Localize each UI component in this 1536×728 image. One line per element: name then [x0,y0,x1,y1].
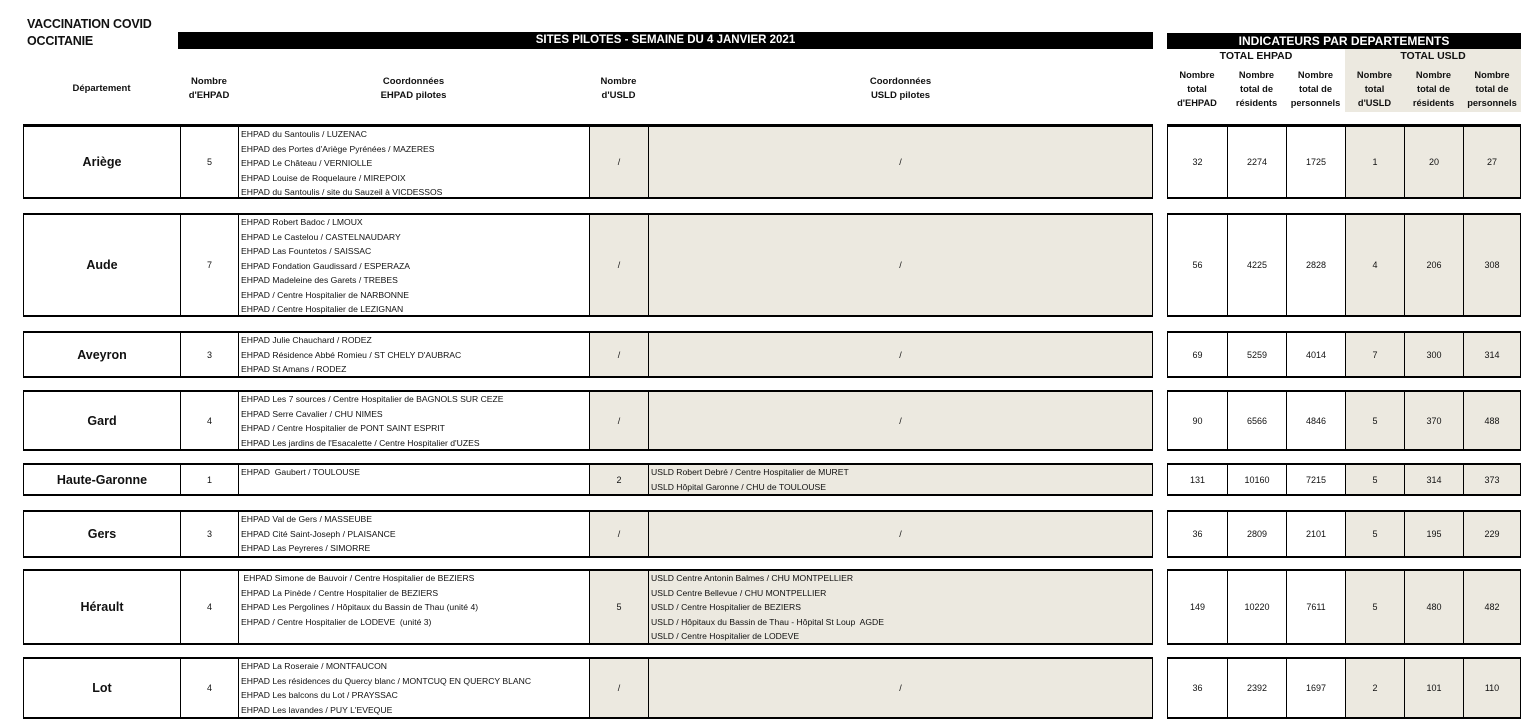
nb-ehpad-cell [180,510,238,558]
ehpad-list-item: EHPAD du Santoulis / LUZENAC [241,129,367,139]
table-row [0,510,1536,558]
indicator-cell [1167,331,1227,378]
department-name: Aveyron [77,347,127,362]
ehpad-list-item: EHPAD Madeleine des Garets / TREBES [241,275,398,285]
nb-usld-value: / [617,349,621,360]
indicator-cell [1463,331,1521,378]
indicator-cell [1345,125,1404,199]
nb-ehpad-cell [180,463,238,496]
department-name: Gers [87,527,117,541]
indicator-cell [1345,331,1404,378]
nb-ehpad-value: 7 [206,260,212,270]
department-cell [23,569,180,645]
usld-list-item: USLD Hôpital Garonne / CHU de TOULOUSE [651,481,826,492]
header-line: Nombre [1297,70,1334,80]
ehpad-list-item: EHPAD Résidence Abbé Romieu / ST CHELY D'AUBRAC [241,349,462,360]
indicator-cell [1404,125,1463,199]
ehpad-list-item: EHPAD Louise de Roquelaure / MIREPOIX [241,172,406,183]
ehpad-list-cell [238,331,589,378]
indicator-cell [1463,125,1521,199]
indicator-value: 101 [1426,683,1442,693]
nb-ehpad-cell [180,331,238,378]
indicator-value: 7 [1372,349,1378,360]
row-border [23,376,1153,378]
nb-ehpad-value: 4 [206,683,212,693]
indicator-cell [1404,569,1463,645]
indicator-cell [1227,463,1286,496]
nb-usld-value: / [617,157,621,167]
indicator-value: 1 [1372,157,1378,167]
usld-list-item: / [899,349,902,360]
row-border [1167,390,1521,392]
indicator-value: 5 [1372,602,1378,612]
indicator-cell [1286,569,1345,645]
nb-usld-value: / [617,529,621,539]
indicator-cell [1286,510,1345,558]
indicator-value: 10160 [1244,474,1270,485]
ehpad-list-item: EHPAD du Santoulis / site du Sauzeil à VICDESSOS [241,187,443,197]
ehpad-list-item: EHPAD / Centre Hospitalier de PONT SAINT ESPRIT [241,423,445,433]
table-row [0,390,1536,451]
indicator-cell [1404,657,1463,719]
nb-usld-cell [589,390,648,451]
usld-list-item: USLD Robert Debré / Centre Hospitalier de MURET [651,467,849,477]
usld-list-cell [648,510,1153,558]
header-line: total de [1416,84,1451,94]
row-border [23,449,1153,451]
department-cell [23,463,180,496]
header-departement-label: Département [72,83,131,94]
indicator-value: 4846 [1305,415,1327,426]
header-line: Nombre [600,76,637,87]
nb-usld-value: 5 [616,602,622,612]
indicator-cell [1463,390,1521,451]
nb-ehpad-value: 3 [206,529,212,539]
row-border [23,197,1153,199]
indicator-cell [1227,213,1286,317]
indicator-cell [1345,657,1404,719]
department-cell [23,213,180,317]
header-nb-usld [589,74,648,104]
usld-list-cell [648,213,1153,317]
row-border [23,569,1153,571]
ehpad-list-item: EHPAD / Centre Hospitalier de NARBONNE [241,289,409,300]
indicator-cell [1286,657,1345,719]
indicator-value: 10220 [1244,602,1270,612]
row-border [1167,213,1521,215]
indicator-value: 2828 [1305,260,1327,270]
title-line-1: VACCINATION COVID [27,17,152,31]
indicator-cell [1227,510,1286,558]
row-border [23,213,1153,215]
row-border [1167,494,1521,496]
row-border [23,717,1153,719]
indicator-header-5 [1463,66,1521,112]
usld-list-cell [648,569,1153,645]
indicator-value: 2392 [1246,683,1268,693]
row-border [23,315,1153,317]
indicator-value: 373 [1484,474,1500,485]
indicator-cell [1345,510,1404,558]
nb-usld-value: / [617,260,621,270]
nb-usld-value: 2 [616,474,622,485]
row-border [23,510,1153,512]
table-row [0,213,1536,317]
ehpad-list-item: EHPAD Le Château / VERNIOLLE [241,158,373,168]
row-border [23,556,1153,558]
indicator-cell [1167,390,1227,451]
header-line: Coordonnées [869,76,932,87]
row-border [23,463,1153,465]
indicator-cell [1167,463,1227,496]
header-line: Nombre [191,76,227,87]
row-border [1167,315,1521,317]
ehpad-list-item: EHPAD Las Peyreres / SIMORRE [241,543,371,553]
indicator-cell [1167,213,1227,317]
indicator-cell [1286,125,1345,199]
ehpad-list-item: EHPAD des Portes d'Ariège Pyrénées / MAZERES [241,143,435,154]
table-row [0,125,1536,199]
title-line-2: OCCITANIE [27,34,94,48]
indicator-value: 2 [1372,683,1378,693]
header-line: Coordonnées [382,76,445,87]
indicator-cell [1286,463,1345,496]
indicator-cell [1286,390,1345,451]
indicator-value: 370 [1426,415,1442,426]
indicator-value: 206 [1426,260,1442,270]
row-border [1167,510,1521,512]
table-row [0,463,1536,496]
indicator-value: 4225 [1246,260,1268,270]
ehpad-list-item: EHPAD Gaubert / TOULOUSE [241,467,360,477]
nb-usld-cell [589,463,648,496]
indicator-cell [1227,657,1286,719]
usld-list-cell [648,657,1153,719]
header-line: USLD pilotes [870,90,931,101]
indicator-cell [1167,125,1227,199]
nb-usld-cell [589,510,648,558]
indicator-cell [1463,569,1521,645]
row-border [1167,569,1521,571]
indicator-header-4 [1404,66,1463,112]
indicator-value: 27 [1486,157,1497,167]
nb-usld-cell [589,569,648,645]
row-border [23,125,1153,127]
department-name: Lot [92,681,112,695]
indicator-value: 314 [1426,474,1442,485]
document-title [27,16,152,50]
indicator-value: 69 [1192,349,1203,360]
row-border [1167,717,1521,719]
ehpad-list-cell [238,569,589,645]
total-ehpad-header: TOTAL EHPAD [1219,50,1293,62]
ehpad-list-item: EHPAD Val de Gers / MASSEUBE [241,514,373,524]
usld-list-cell [648,463,1153,496]
header-line: total [1364,84,1385,94]
indicator-value: 2274 [1246,157,1268,167]
ehpad-list-item: EHPAD Les Pergolines / Hôpitaux du Bassin de Thau (unité 4) [241,602,479,612]
table-row [0,657,1536,719]
indicator-cell [1463,510,1521,558]
indicator-value: 56 [1192,260,1203,270]
department-name: Aude [86,258,118,272]
ehpad-list-cell [238,213,589,317]
department-cell [23,390,180,451]
indicator-header-2 [1286,66,1345,112]
indicator-value: 4 [1372,260,1378,270]
total-usld-header: TOTAL USLD [1400,50,1466,62]
usld-list-item: USLD Centre Antonin Balmes / CHU MONTPELLIER [651,573,854,583]
usld-list-cell [648,331,1153,378]
row-border [1167,657,1521,659]
row-border [23,643,1153,645]
indicator-cell [1404,390,1463,451]
indicator-cell [1286,331,1345,378]
ehpad-list-cell [238,657,589,719]
table-row [0,331,1536,378]
header-line: total de [1475,84,1509,94]
nb-ehpad-cell [180,390,238,451]
header-line: Nombre [1356,70,1393,80]
usld-list-cell [648,125,1153,199]
nb-usld-cell [589,331,648,378]
indicator-value: 110 [1484,683,1500,693]
ehpad-list-item: EHPAD / Centre Hospitalier de LEZIGNAN [241,304,404,314]
indicator-value: 32 [1192,157,1203,167]
indicator-cell [1227,569,1286,645]
header-nb-ehpad [180,74,238,104]
department-cell [23,331,180,378]
indicator-cell [1404,331,1463,378]
indicator-cell [1404,510,1463,558]
row-border [1167,463,1521,465]
ehpad-list-item: EHPAD Simone de Bauvoir / Centre Hospitalier de BEZIERS [241,573,475,583]
header-line: personnels [1467,98,1517,108]
indicator-cell [1463,463,1521,496]
indicator-cell [1463,657,1521,719]
ehpad-list-item: EHPAD Les résidences du Quercy blanc / MONTCUQ EN QUERCY BLANC [241,675,532,686]
row-border [1167,331,1521,333]
nb-usld-value: / [617,415,621,426]
indicator-cell [1167,657,1227,719]
indicator-cell [1167,569,1227,645]
nb-ehpad-value: 1 [206,474,212,485]
row-border [1167,125,1521,127]
indicator-value: 36 [1192,683,1203,693]
header-line: d'USLD [601,90,636,101]
department-cell [23,125,180,199]
indicator-value: 300 [1426,349,1442,360]
indicator-value: 5 [1372,415,1378,426]
indicator-header-3 [1345,66,1404,112]
indicator-cell [1227,331,1286,378]
indicator-value: 90 [1192,415,1203,426]
header-coord-ehpad [238,74,589,104]
usld-list-cell [648,390,1153,451]
indicator-value: 7611 [1306,602,1326,612]
nb-ehpad-value: 4 [206,602,212,612]
department-name: Hérault [80,600,124,614]
header-line: total [1187,84,1207,94]
sites-pilotes-banner: SITES PILOTES - SEMAINE DU 4 JANVIER 2021 [178,32,1153,49]
ehpad-list-item: EHPAD St Amans / RODEZ [241,364,347,374]
usld-list-item: USLD / Centre Hospitalier de BEZIERS [651,602,801,612]
indicator-value: 20 [1428,157,1439,167]
table-row [0,569,1536,645]
indicator-value: 4014 [1305,349,1327,360]
usld-list-item: / [899,529,902,539]
usld-list-item: / [899,683,902,693]
header-line: total de [1239,84,1274,94]
indicator-value: 131 [1189,474,1206,485]
indicator-cell [1345,390,1404,451]
header-line: d'EHPAD [1177,98,1217,108]
indicator-cell [1463,213,1521,317]
usld-list-item: / [899,260,902,270]
ehpad-list-item: EHPAD Fondation Gaudissard / ESPERAZA [241,260,410,271]
indicator-cell [1345,213,1404,317]
header-line: EHPAD pilotes [380,90,447,101]
indicator-cell [1404,213,1463,317]
ehpad-list-item: EHPAD La Pinède / Centre Hospitalier de BEZIERS [241,587,439,598]
ehpad-list-item: EHPAD Julie Chauchard / RODEZ [241,335,372,345]
ehpad-list-item: EHPAD Robert Badoc / LMOUX [241,217,363,227]
header-line: personnels [1290,98,1341,108]
row-border [23,494,1153,496]
indicator-value: 308 [1484,260,1500,270]
indicator-value: 6566 [1246,415,1268,426]
indicator-value: 1725 [1305,157,1327,167]
indicateurs-banner: INDICATEURS PAR DEPARTEMENTS [1167,33,1521,49]
indicator-value: 1697 [1305,683,1327,693]
header-line: Nombre [1238,70,1275,80]
ehpad-list-item: EHPAD Les jardins de l'Esacalette / Centre Hospitalier d'UZES [241,437,480,448]
row-border [23,331,1153,333]
header-line: Nombre [1179,70,1215,80]
indicator-value: 480 [1426,602,1442,612]
indicator-cell [1227,390,1286,451]
nb-ehpad-cell [180,657,238,719]
ehpad-list-item: EHPAD Les balcons du Lot / PRAYSSAC [241,690,398,700]
ehpad-list-item: EHPAD La Roseraie / MONTFAUCON [241,661,387,671]
ehpad-list-cell [238,510,589,558]
indicator-cell [1286,213,1345,317]
indicator-cell [1227,125,1286,199]
nb-ehpad-cell [180,213,238,317]
ehpad-list-item: EHPAD Le Castelou / CASTELNAUDARY [241,231,401,242]
indicator-cell [1345,463,1404,496]
ehpad-list-item: EHPAD Les lavandes / PUY L'EVEQUE [241,704,393,715]
row-border [23,657,1153,659]
indicator-value: 195 [1426,529,1442,539]
usld-list-item: / [899,415,902,426]
indicator-cell [1404,463,1463,496]
header-line: Nombre [1474,70,1510,80]
indicator-value: 5 [1372,474,1378,485]
indicator-value: 488 [1484,415,1500,426]
indicator-value: 229 [1484,529,1500,539]
row-border [1167,449,1521,451]
indicator-header-0 [1167,66,1227,112]
ehpad-list-item: EHPAD Les 7 sources / Centre Hospitalier de BAGNOLS SUR CEZE [241,394,504,404]
header-coord-usld [648,74,1153,104]
ehpad-list-cell [238,463,589,496]
ehpad-list-item: EHPAD Serre Cavalier / CHU NIMES [241,408,383,419]
nb-ehpad-value: 5 [206,157,212,167]
nb-ehpad-cell [180,125,238,199]
row-border [1167,556,1521,558]
indicator-header-1 [1227,66,1286,112]
indicator-value: 7215 [1305,474,1327,485]
department-name: Ariège [82,155,122,169]
nb-ehpad-value: 3 [206,349,212,360]
row-border [1167,643,1521,645]
usld-list-item: USLD / Hôpitaux du Bassin de Thau - Hôpital St Loup AGDE [651,616,884,627]
indicator-cell [1345,569,1404,645]
department-cell [23,657,180,719]
row-border [23,390,1153,392]
ehpad-list-cell [238,125,589,199]
nb-ehpad-value: 4 [206,415,212,426]
indicator-value: 2101 [1305,529,1327,539]
indicator-value: 36 [1192,529,1203,539]
department-name: Haute-Garonne [56,472,148,487]
indicator-value: 314 [1484,349,1500,360]
header-line: résidents [1412,98,1455,108]
nb-ehpad-cell [180,569,238,645]
nb-usld-value: / [617,683,621,693]
ehpad-list-item: EHPAD / Centre Hospitalier de LODEVE (unité 3) [241,616,432,627]
header-line: résidents [1235,98,1278,108]
indicator-value: 5259 [1246,349,1268,360]
ehpad-list-item: EHPAD Cité Saint-Joseph / PLAISANCE [241,528,396,539]
indicator-cell [1167,510,1227,558]
header-line: d'USLD [1357,98,1392,108]
department-cell [23,510,180,558]
department-name: Gard [87,413,117,428]
header-line: total de [1298,84,1333,94]
nb-usld-cell [589,213,648,317]
indicator-value: 5 [1372,529,1378,539]
indicator-value: 2809 [1246,529,1268,539]
indicator-value: 149 [1189,602,1206,612]
ehpad-list-cell [238,390,589,451]
usld-list-item: / [899,157,902,167]
usld-list-item: USLD Centre Bellevue / CHU MONTPELLIER [651,587,827,598]
header-line: Nombre [1415,70,1452,80]
indicator-value: 482 [1484,602,1500,612]
header-departement [23,74,180,104]
ehpad-list-item: EHPAD Las Fountetos / SAISSAC [241,246,372,256]
row-border [1167,376,1521,378]
nb-usld-cell [589,125,648,199]
nb-usld-cell [589,657,648,719]
header-line: d'EHPAD [188,90,230,101]
row-border [1167,197,1521,199]
usld-list-item: USLD / Centre Hospitalier de LODEVE [651,631,800,641]
